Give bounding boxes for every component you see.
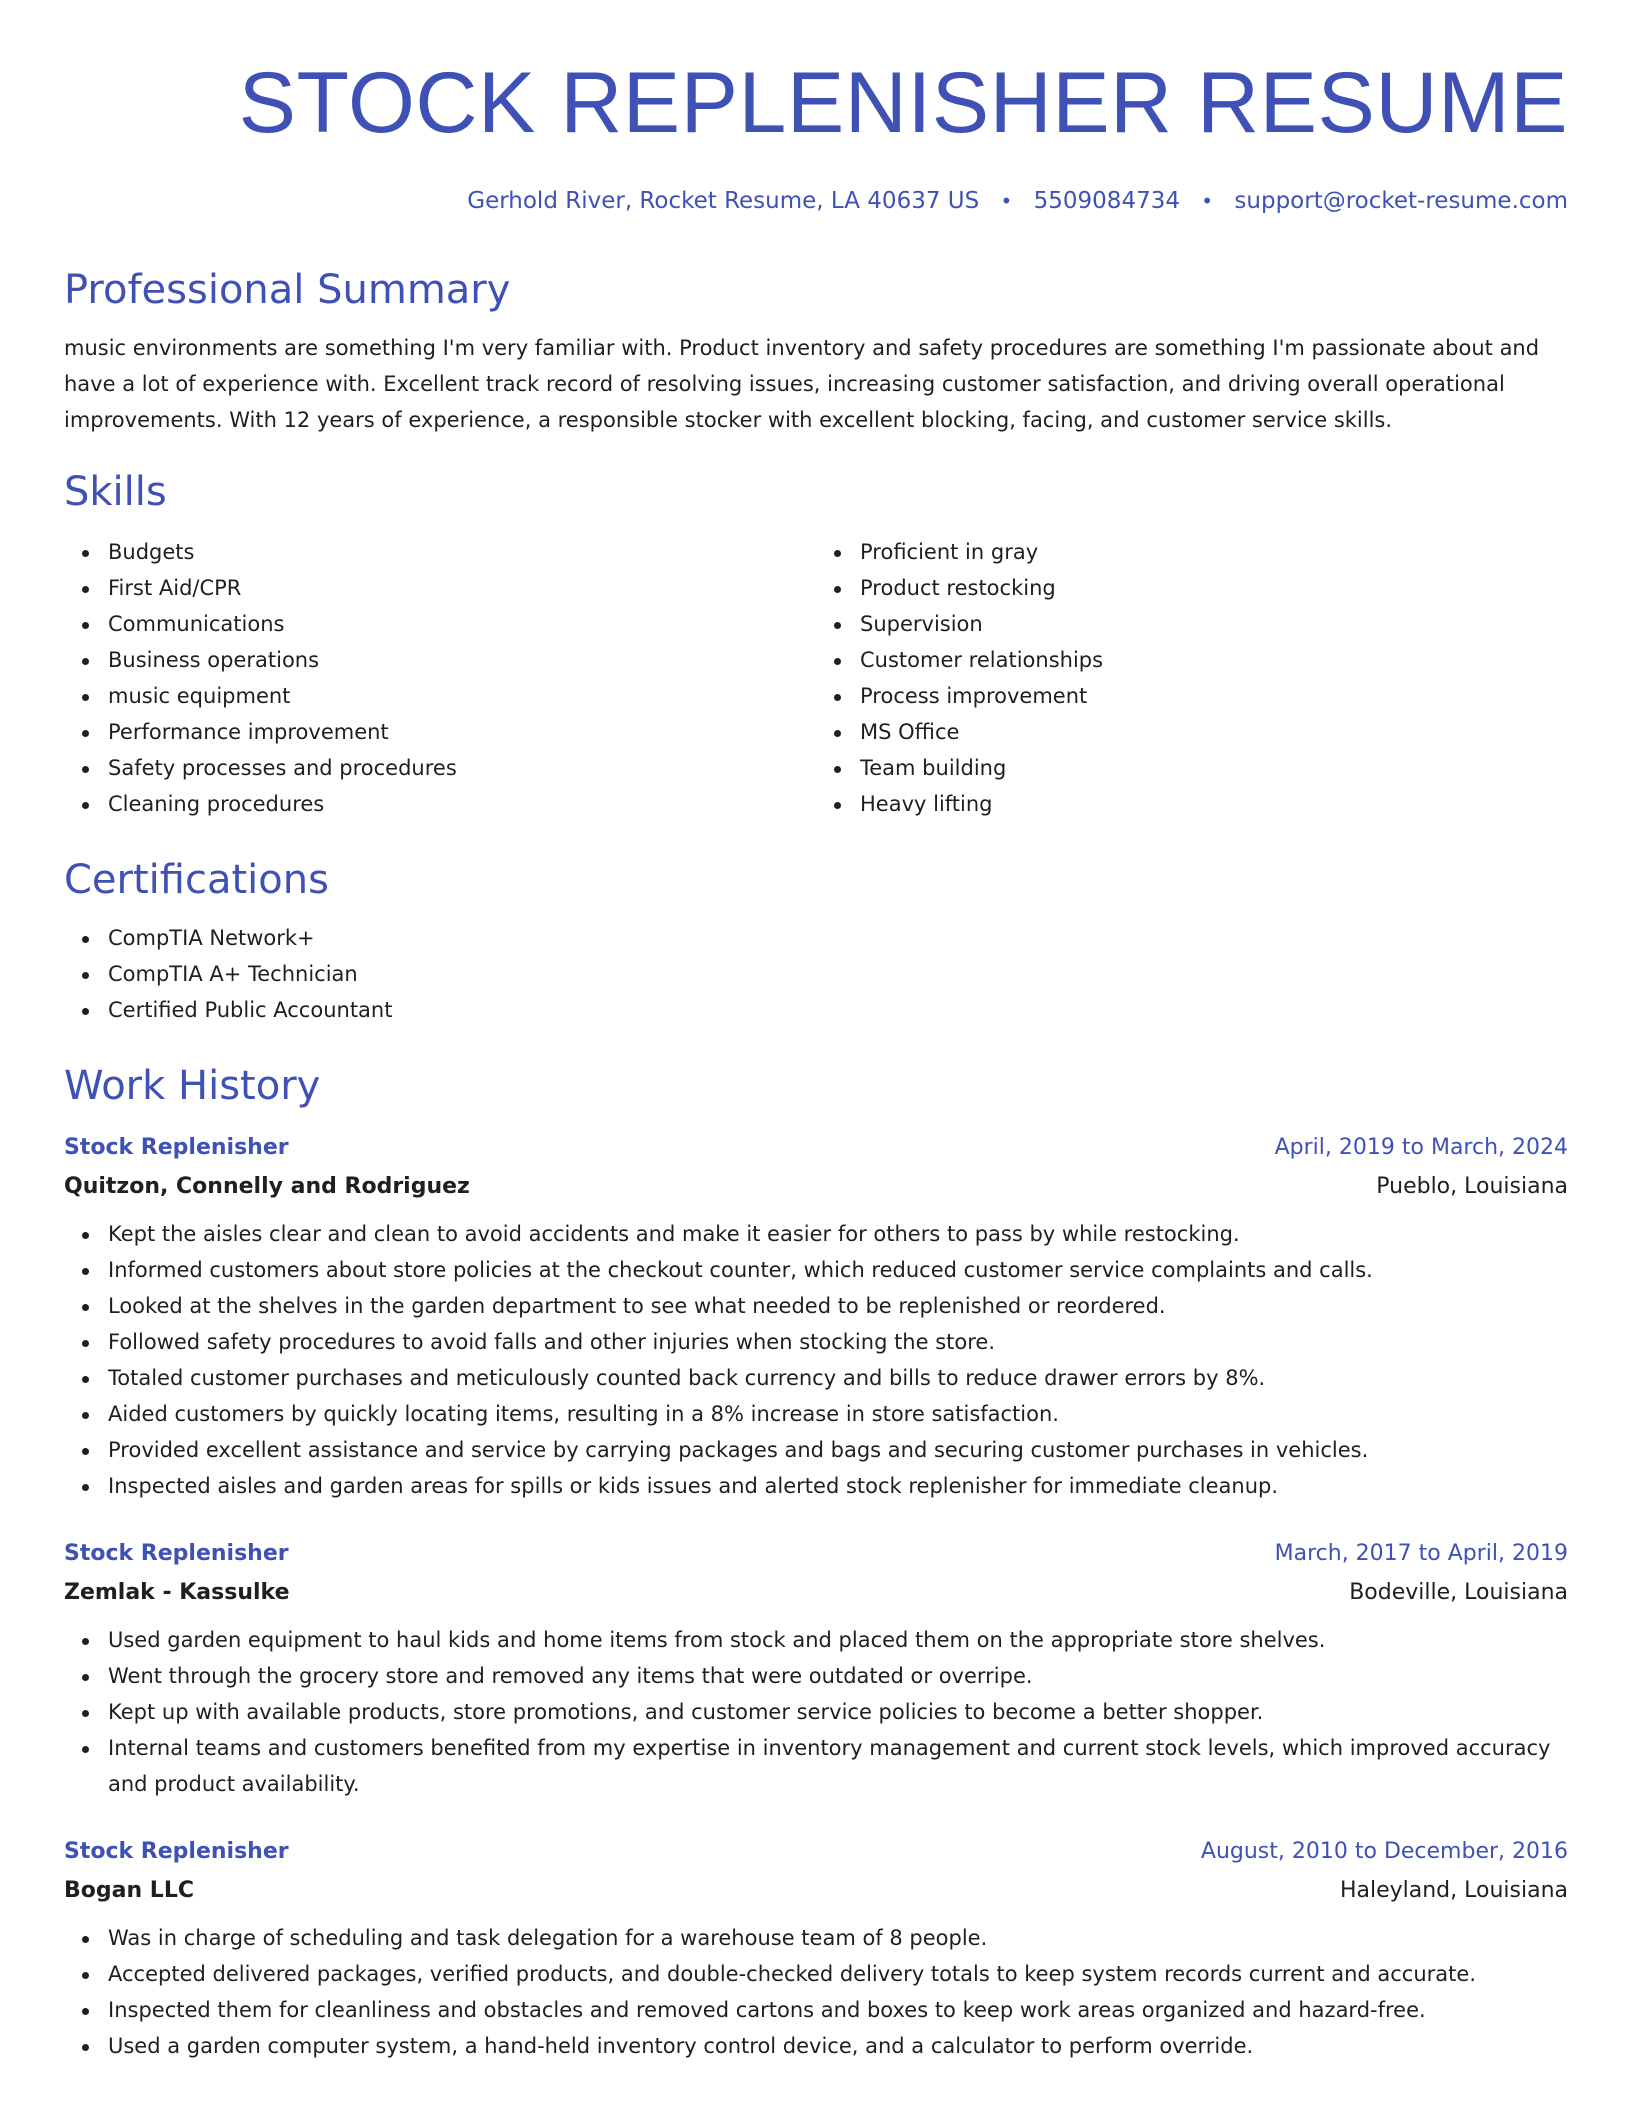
job-duty: Was in charge of scheduling and task delegation for a warehouse team of 8 people. [108, 1920, 1568, 1956]
skill-item: Customer relationships [860, 642, 1568, 678]
contact-separator: • [1000, 189, 1013, 213]
job-duty: Went through the grocery store and removed any items that were outdated or overripe. [108, 1658, 1568, 1694]
contact-email[interactable]: support@rocket-resume.com [1234, 188, 1568, 214]
skill-item: Supervision [860, 606, 1568, 642]
job-entry [64, 1832, 1568, 2064]
skill-item: music equipment [108, 678, 816, 714]
job-duties-list [64, 1622, 1568, 1802]
skill-item: Communications [108, 606, 816, 642]
job-location: Bodeville, Louisiana [1349, 1579, 1568, 1605]
job-title: Stock Replenisher [64, 1838, 289, 1864]
job-subheader [64, 1872, 1568, 1910]
work-history-heading: Work History [64, 1062, 321, 1109]
skill-item: First Aid/CPR [108, 570, 816, 606]
job-location: Haleyland, Louisiana [1339, 1877, 1568, 1903]
job-duty: Followed safety procedures to avoid falls and other injuries when stocking the store. [108, 1324, 1568, 1360]
job-duty: Used a garden computer system, a hand-held inventory control device, and a calculator to perform override. [108, 2028, 1568, 2064]
job-duties-list [64, 1216, 1568, 1504]
certification-item: CompTIA Network+ [108, 920, 1568, 956]
contact-address: Gerhold River, Rocket Resume, LA 40637 US [467, 188, 980, 214]
job-duty: Totaled customer purchases and meticulously counted back currency and bills to reduce drawer errors by 8%. [108, 1360, 1568, 1396]
job-header [64, 1832, 1568, 1872]
job-duty: Used garden equipment to haul kids and home items from stock and placed them on the appropriate store shelves. [108, 1622, 1568, 1658]
job-duty: Aided customers by quickly locating items, resulting in a 8% increase in store satisfaction. [108, 1396, 1568, 1432]
job-company: Zemlak - Kassulke [64, 1579, 290, 1605]
job-duty: Kept up with available products, store promotions, and customer service policies to become a better shopper. [108, 1694, 1568, 1730]
job-dates: August, 2010 to December, 2016 [1200, 1838, 1568, 1864]
job-duty: Informed customers about store policies at the checkout counter, which reduced customer service complaints and calls. [108, 1252, 1568, 1288]
job-title: Stock Replenisher [64, 1134, 289, 1160]
job-dates: March, 2017 to April, 2019 [1274, 1540, 1568, 1566]
job-duty: Inspected them for cleanliness and obstacles and removed cartons and boxes to keep work areas organized and hazard-free. [108, 1992, 1568, 2028]
job-header [64, 1128, 1568, 1168]
skills-column-right [816, 534, 1568, 822]
job-duty: Looked at the shelves in the garden department to see what needed to be replenished or reordered. [108, 1288, 1568, 1324]
job-title: Stock Replenisher [64, 1540, 289, 1566]
skill-item: Performance improvement [108, 714, 816, 750]
job-duty: Provided excellent assistance and service by carrying packages and bags and securing customer purchases in vehicles. [108, 1432, 1568, 1468]
certifications-heading: Certifications [64, 856, 329, 903]
contact-phone: 5509084734 [1033, 188, 1180, 214]
skill-item: Team building [860, 750, 1568, 786]
job-subheader [64, 1168, 1568, 1206]
job-duties-list [64, 1920, 1568, 2064]
skills-heading: Skills [64, 468, 167, 515]
skill-item: Proficient in gray [860, 534, 1568, 570]
job-location: Pueblo, Louisiana [1376, 1173, 1568, 1199]
job-duty: Kept the aisles clear and clean to avoid accidents and make it easier for others to pass by while restocking. [108, 1216, 1568, 1252]
job-subheader [64, 1574, 1568, 1612]
summary-heading: Professional Summary [64, 266, 511, 313]
skill-item: Safety processes and procedures [108, 750, 816, 786]
job-header [64, 1534, 1568, 1574]
job-company: Bogan LLC [64, 1877, 194, 1903]
job-duty: Internal teams and customers benefited from my expertise in inventory management and current stock levels, which improved accuracy and product availability. [108, 1730, 1568, 1802]
job-duty: Accepted delivered packages, verified products, and double-checked delivery totals to keep system records current and accurate. [108, 1956, 1568, 1992]
job-dates: April, 2019 to March, 2024 [1274, 1134, 1568, 1160]
job-entry [64, 1128, 1568, 1504]
job-duty: Inspected aisles and garden areas for spills or kids issues and alerted stock replenisher for immediate cleanup. [108, 1468, 1568, 1504]
skill-item: Budgets [108, 534, 816, 570]
skills-column-left [64, 534, 816, 822]
summary-text: music environments are something I'm very familiar with. Product inventory and safety procedures are something I'm passionate about and have a lot of experience with. Excellent track record of resolving issues, increasing customer satisfaction, and driving overall operational improvements. With 12 years of experience, a responsible stocker with excellent blocking, facing, and customer service skills. [64, 335, 1540, 432]
certifications-list [64, 920, 1568, 1028]
skill-item: Process improvement [860, 678, 1568, 714]
resume-title: STOCK REPLENISHER RESUME [238, 55, 1568, 151]
skill-item: MS Office [860, 714, 1568, 750]
certification-item: Certified Public Accountant [108, 992, 1568, 1028]
certification-item: CompTIA A+ Technician [108, 956, 1568, 992]
job-entry [64, 1534, 1568, 1802]
job-company: Quitzon, Connelly and Rodriguez [64, 1173, 470, 1199]
contact-separator: • [1201, 189, 1214, 213]
skills-grid [64, 534, 1568, 822]
skill-item: Business operations [108, 642, 816, 678]
skill-item: Heavy lifting [860, 786, 1568, 822]
skill-item: Product restocking [860, 570, 1568, 606]
skill-item: Cleaning procedures [108, 786, 816, 822]
contact-line [64, 188, 1568, 216]
